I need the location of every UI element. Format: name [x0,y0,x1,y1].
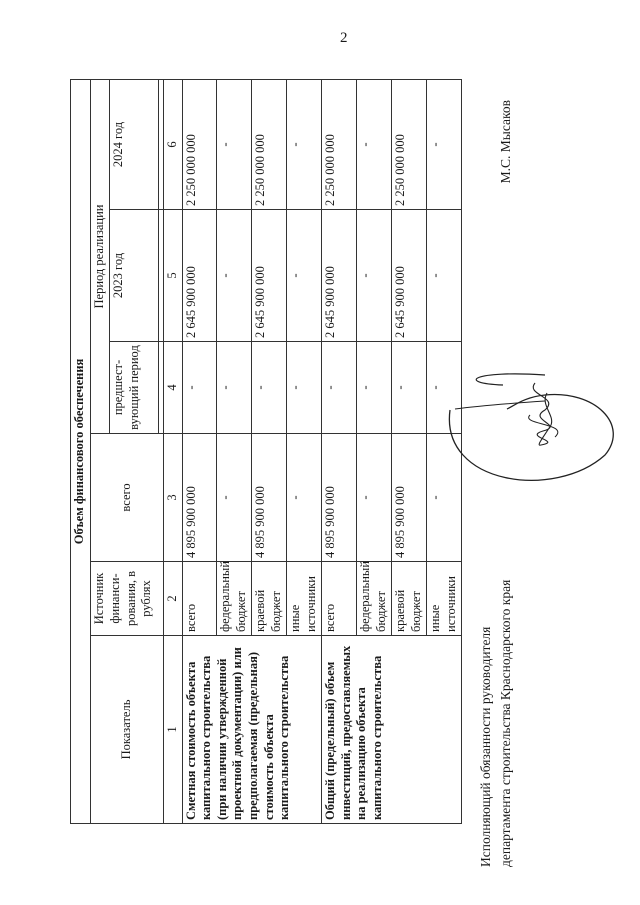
source-cell: всего [182,562,217,636]
indicator-estimated-cost: Сметная стоимость объекта капитального строительства (при наличии утвержденной проектной документации) или предполагаемая (предельная) стоимость объекта капитального строительства [182,636,322,824]
value-total: 4 895 900 000 [391,434,426,562]
header-2024: 2024 год [110,79,159,209]
value-total: - [356,434,391,562]
value-2024: 2 250 000 000 [182,79,217,209]
col-number: 2 [163,562,182,636]
value-2024: - [217,79,252,209]
value-2024: 2 250 000 000 [322,79,357,209]
value-2023: - [217,210,252,342]
page-number: 2 [340,30,348,46]
header-previous: предшест-вующий период [110,342,159,434]
col-number: 5 [163,210,182,342]
value-previous: - [217,342,252,434]
value-previous: - [426,342,461,434]
value-2023: 2 645 900 000 [182,210,217,342]
value-2024: 2 250 000 000 [391,79,426,209]
value-2024: - [287,79,322,209]
value-total: 4 895 900 000 [252,434,287,562]
value-2023: - [426,210,461,342]
value-2023: 2 645 900 000 [252,210,287,342]
header-total: всего [91,434,163,562]
header-2023: 2023 год [110,210,159,342]
value-2024: - [356,79,391,209]
indicator-investment-volume: Общий (предельный) объем инвестиций, предоставляемых на реализацию объекта капитального строительства [322,636,462,824]
signatory-position-line1: Исполняющий обязанности руководителя [478,626,493,867]
handwritten-signature [395,365,635,505]
value-total: - [217,434,252,562]
value-2023: 2 645 900 000 [391,210,426,342]
value-previous: - [182,342,217,434]
source-cell: федеральный бюджет [356,562,391,636]
value-2024: - [426,79,461,209]
source-cell: иные источники [287,562,322,636]
header-source: Источник финанси-рования, в рублях [91,562,163,636]
value-2023: - [287,210,322,342]
source-cell: федеральный бюджет [217,562,252,636]
value-2023: 2 645 900 000 [322,210,357,342]
value-total: - [426,434,461,562]
col-number: 3 [163,434,182,562]
col-number: 6 [163,79,182,209]
signatory-position-line2: департамента строительства Краснодарского края [498,579,513,867]
value-2023: - [356,210,391,342]
value-previous: - [391,342,426,434]
table-title: Объем финансового обеспечения [71,79,91,823]
value-previous: - [287,342,322,434]
value-2024: 2 250 000 000 [252,79,287,209]
source-cell: краевой бюджет [391,562,426,636]
signatory-name: М.С. Мысаков [498,100,513,184]
header-period: Период реализации [91,79,110,433]
col-number: 1 [163,636,182,824]
source-cell: иные источники [426,562,461,636]
header-indicator: Показатель [91,636,163,824]
value-total: 4 895 900 000 [182,434,217,562]
source-cell: краевой бюджет [252,562,287,636]
value-previous: - [322,342,357,434]
col-number: 4 [163,342,182,434]
value-total: 4 895 900 000 [322,434,357,562]
value-total: - [287,434,322,562]
value-previous: - [252,342,287,434]
source-cell: всего [322,562,357,636]
value-previous: - [356,342,391,434]
